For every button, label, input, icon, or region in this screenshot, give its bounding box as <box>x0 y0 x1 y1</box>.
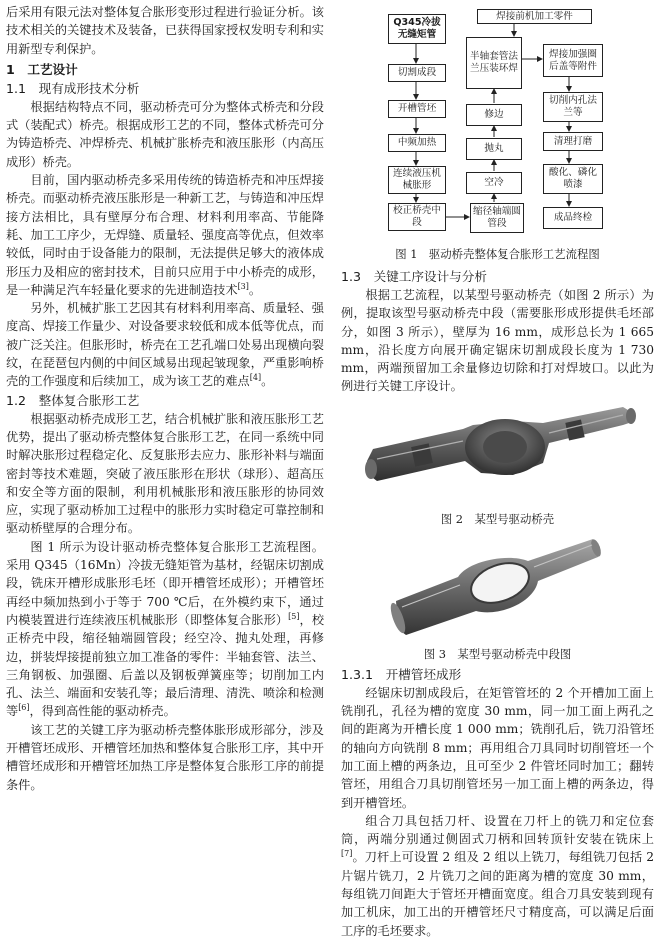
paragraph-9: 组合刀具包括刀杆、设置在刀杆上的铣刀和定位套筒，两端分别通过侧固式刀柄和回转顶针安装在铣床上[7]。刀杆上可设置 2 组及 2 组以上铣刀，每组铣刀包括 2 片锯片铣刀，2 片铣刀之间的距离为槽的宽度 30 mm，每组铣刀间距大于管坯开槽面宽度。组合刀具安装到现有加工机床，加工出的开槽管坯尺寸精度高，可以满足后面工序的毛坯要求。 <box>341 813 654 938</box>
flow-step-rect-tube: Q345冷拔无缝矩管 <box>388 14 446 44</box>
axle-housing-render <box>353 401 643 511</box>
section-1-heading: 1 工艺设计 <box>6 61 78 77</box>
flow-step-weld-attachments: 焊接加强圈后盖等附件 <box>543 44 603 77</box>
paragraph-4: 根据驱动桥壳成形工艺，结合机械扩胀和液压胀形工艺优势，提出了驱动桥壳整体复合胀形工艺，在同一系统中同时解决胀形过程稳定化、反复胀形去应力、胀形补料与端面密封等技术难题，突破了液压胀形在形状（球形）、超高压和安全等方面的限制，利用机械胀形和液压胀形的协同效应，实现了驱动桥加工过程中的胀形力实时稳定可靠控制和驱动桥壁厚的合理分布。 <box>6 411 324 536</box>
figure-3-housing-middle <box>388 531 608 646</box>
citation-6: [6] <box>18 703 30 713</box>
figure-3-caption: 图 3 某型号驱动桥壳中段图 <box>423 646 572 661</box>
paragraph-7: 根据工艺流程，以某型号驱动桥壳（如图 2 所示）为例，提取该型号驱动桥壳中段（需要胀形成形提供毛坯部分，如图 3 所示），壁厚为 16 mm，成形总长为 1 665 mm，沿长度方向展开确定锯床切割成段长度为 1 730 mm，两端预留加工余量修边切除和打对焊坡口。以此为例进行关键工序设计。 <box>341 288 654 394</box>
citation-5: [5] <box>288 611 300 621</box>
figure-2-caption: 图 2 某型号驱动桥壳 <box>440 511 555 526</box>
flow-step-slotted-blank: 开槽管坯 <box>388 100 446 118</box>
housing-middle-render <box>388 531 608 646</box>
paragraph-5: 图 1 所示为设计驱动桥壳整体复合胀形工艺流程图。采用 Q345（16Mn）冷拔无缝矩管为基材，经锯床切割成段，铣床开槽形成胀形毛坯（即开槽管坯成形）；开槽管坯再经中频加热到小于等于 700 ℃后，在外模约束下，通过内模装置进行连续液压机械胀形（即整体复合胀形）[5]，校正桥壳中段，缩径轴端圆管段；经空冷、抛丸处理，再修边，拼装焊接提前独立加工准备的零件：半轴套管、法兰、三角钢板、加强圈、后盖以及钢板弹簧座等；切削加工内孔、法兰、端面和安装孔等；最后清理、清洗、喷涂和检测等[6]，得到高性能的驱动桥壳。 <box>6 539 325 719</box>
intro-paragraph: 后采用有限元法对整体复合胀形变形过程进行验证分析。该技术相关的关键技术及装备，已获得国家授权发明专利和实用新型专利保护。 <box>6 5 324 56</box>
right-column <box>341 0 654 940</box>
flow-step-machine-bore: 切削内孔法兰等 <box>543 92 603 122</box>
section-1-1-heading: 1.1 现有成形技术分析 <box>6 80 140 96</box>
paragraph-6: 该工艺的关键工序为驱动桥壳整体胀形成形部分，涉及开槽管坯成形、开槽管坯加热和整体复合胀形工序，其中开槽管坯成形和开槽管坯加热工序是整体复合胀形工序的前提条件。 <box>6 722 324 792</box>
flow-step-bulging: 连续液压机械胀形 <box>388 166 446 194</box>
flow-step-heating: 中频加热 <box>388 134 446 152</box>
citation-7: [7] <box>341 849 353 859</box>
paragraph-8: 经锯床切割成段后，在矩管管坯的 2 个开槽加工面上铣削孔，孔径为槽的宽度 30 mm，同一加工面上两孔之间的距离为开槽长度 1 000 mm；铣削孔后，铣刀沿管坯的轴向方向铣削 8 mm；再用组合刀具同时切削管坯一个加工面上槽的两条边，且可至少 2 件管坯同时加工；翻转管坯，用组合刀具切削管坯另一加工面上槽的两条边，得到开槽管坯。 <box>341 685 654 810</box>
flow-step-axle-sleeve: 半轴套管法兰压装环焊 <box>466 37 522 89</box>
figure-1-caption: 图 1 驱动桥壳整体复合胀形工艺流程图 <box>395 247 600 261</box>
flow-step-paint: 酸化、磷化喷漆 <box>543 164 603 194</box>
paragraph-3: 另外，机械扩胀工艺因其有材料利用率高、质量轻、强度高、焊接工作量少、对设备要求较低和成本低等优点，而被广泛关注。但胀形时，桥壳在工艺孔端口处易出现横向裂纹，在琵琶包内侧的中间区域易出现起皱现象，严重影响桥壳的工作强度和后续加工，成为该工艺的难点[4]。 <box>6 301 324 389</box>
section-1-2-heading: 1.2 整体复合胀形工艺 <box>6 392 140 408</box>
flow-step-clean: 清理打磨 <box>543 132 603 151</box>
flow-step-shot-blast: 抛丸 <box>466 138 522 160</box>
paragraph-2: 目前，国内驱动桥壳多采用传统的铸造桥壳和冲压焊接桥壳。而驱动桥壳液压胀形是一种新工艺，与铸造和冲压焊接方法相比，具有壁厚分布合理、材料利用率高、节能降耗、加工工序少，无焊缝、质量轻、强度高等优点，但效率较低，同时由于设备能力的限制，无法提供足够大的液体成形压力及相应的密封技术，目前只应用于中小桥壳的成形，是一种满足汽车轻量化要求的先进制造技术[3]。 <box>6 173 324 297</box>
section-1-3-heading: 1.3 关键工序设计与分析 <box>341 269 487 284</box>
flow-step-air-cool: 空冷 <box>466 172 522 194</box>
flow-step-cut: 切割成段 <box>388 64 446 82</box>
left-column <box>6 0 324 794</box>
flow-step-premachined-parts: 焊接前机加工零件 <box>477 9 592 24</box>
figure-2-axle-housing <box>353 401 643 511</box>
paragraph-1: 根据结构特点不同，驱动桥壳可分为整体式桥壳和分段式（装配式）桥壳。根据成形工艺的不同，整体式桥壳可分为铸造桥壳、冲焊桥壳、机械扩胀桥壳和液压胀形（内高压成形）桥壳。 <box>6 99 324 169</box>
section-1-3-1-heading: 1.3.1 开槽管坯成形 <box>341 666 462 682</box>
flow-step-correct: 校正桥壳中段 <box>388 203 446 231</box>
flow-step-final-inspect: 成品终检 <box>543 207 603 229</box>
citation-4: [4] <box>249 373 262 383</box>
process-flowchart <box>341 6 654 246</box>
flow-step-trim: 修边 <box>466 104 522 126</box>
flow-step-reduce-diameter: 缩径轴端圆管段 <box>470 203 524 233</box>
citation-3: [3] <box>237 281 249 291</box>
